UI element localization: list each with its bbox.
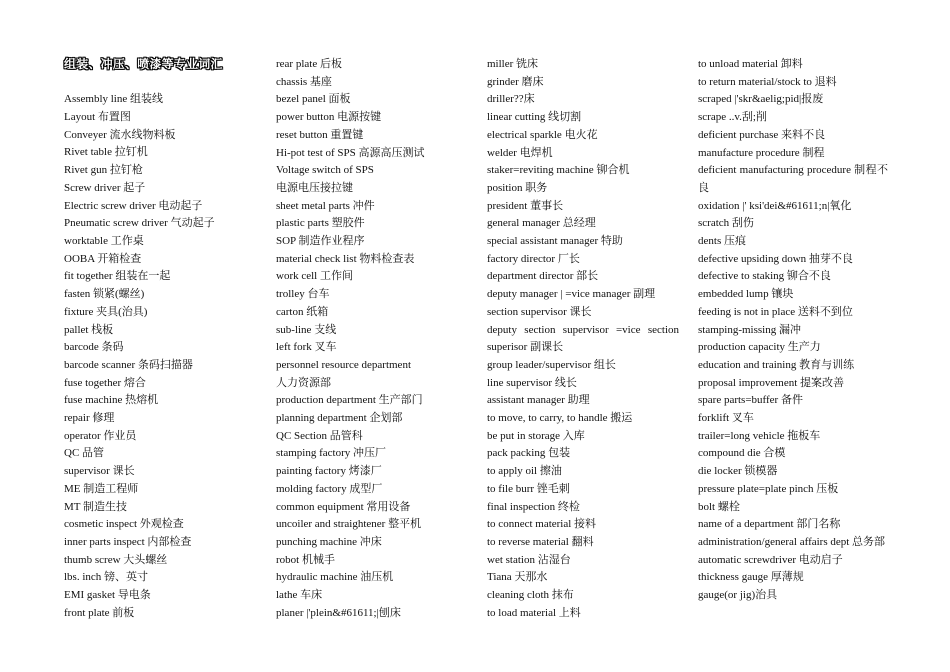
glossary-entry: planer |'plein&#61611;|刨床 <box>276 606 401 619</box>
title-spacer <box>64 74 256 92</box>
glossary-entry: staker=reviting machine 铆合机 <box>487 164 630 177</box>
glossary-entry: left fork 叉车 <box>276 341 337 354</box>
glossary-entry: Hi-pot test of SPS 高源高压测试 <box>276 146 425 159</box>
glossary-entry: production department 生产部门 <box>276 394 423 407</box>
glossary-entry: cosmetic inspect 外观检查 <box>64 518 184 531</box>
glossary-entry: defective upsiding down 抽芽不良 <box>698 252 853 265</box>
glossary-entry: hydraulic machine 油压机 <box>276 571 394 584</box>
glossary-entry: fuse together 熔合 <box>64 376 146 389</box>
glossary-entry: Tiana 天那水 <box>487 571 548 584</box>
glossary-entry: stamping factory 冲压厂 <box>276 447 386 460</box>
glossary-entry: scrape ..v.刮;削 <box>698 111 767 124</box>
glossary-entry: to file burr 锉毛刺 <box>487 482 570 495</box>
glossary-entry: molding factory 成型厂 <box>276 482 383 495</box>
column-3 <box>487 56 679 623</box>
glossary-entry: Conveyer 流水线物料板 <box>64 128 176 141</box>
glossary-entry: miller 铣床 <box>487 58 539 70</box>
glossary-entry: group leader/supervisor 组长 <box>487 358 616 371</box>
glossary-entry: fuse machine 热熔机 <box>64 394 159 407</box>
column-1 <box>64 56 256 622</box>
glossary-entry: Rivet table 拉钉机 <box>64 146 148 159</box>
glossary-entry: deputy manager | =vice manager 副理 <box>487 288 656 301</box>
glossary-entry: general manager 总经理 <box>487 217 596 230</box>
glossary-entry: SOP 制造作业程序 <box>276 235 365 248</box>
glossary-entry: assistant manager 助理 <box>487 394 590 407</box>
glossary-entry: gauge(or jig)治具 <box>698 589 778 602</box>
glossary-entry: stamping-missing 漏冲 <box>698 323 801 336</box>
glossary-entry: repair 修理 <box>64 412 115 425</box>
glossary-entry: automatic screwdriver 电动启子 <box>698 553 843 566</box>
glossary-entry: production capacity 生产力 <box>698 341 821 354</box>
glossary-entry: QC 品管 <box>64 447 105 460</box>
glossary-entry: Assembly line 组装线 <box>64 93 163 106</box>
glossary-entry: scraped |'skr&aelig;pid|报废 <box>698 93 824 106</box>
glossary-entry: wet station 沾湿台 <box>487 553 571 566</box>
glossary-entry: special assistant manager 特助 <box>487 235 623 248</box>
glossary-entry: fixture 夹具(治具) <box>64 305 148 318</box>
glossary-entry: Screw driver 起子 <box>64 181 146 194</box>
glossary-entry: operator 作业员 <box>64 429 137 442</box>
glossary-entry: line supervisor 线长 <box>487 376 577 389</box>
glossary-entry: to connect material 接料 <box>487 518 597 531</box>
column-4 <box>698 56 888 605</box>
glossary-entry: 电源电压接拉键 <box>276 181 353 194</box>
glossary-entry: trailer=long vehicle 拖板车 <box>698 429 821 442</box>
column-1-entries <box>64 91 256 622</box>
glossary-entry: sub-line 支线 <box>276 323 337 336</box>
glossary-entry: fit together 组装在一起 <box>64 270 171 283</box>
glossary-entry: deputy section supervisor =vice section superisor 副课长 <box>487 323 679 354</box>
glossary-entry: feeding is not in place 送料不到位 <box>698 305 853 318</box>
glossary-entry: dents 压痕 <box>698 235 746 248</box>
glossary-entry: scratch 刮伤 <box>698 217 754 230</box>
glossary-entry: driller??床 <box>487 93 535 106</box>
page-title: 组装、冲压、喷漆等专业词汇 <box>64 57 223 71</box>
glossary-entry: reset button 重置键 <box>276 128 364 141</box>
glossary-entry: supervisor 课长 <box>64 465 135 478</box>
glossary-entry: material check list 物料检查表 <box>276 252 415 265</box>
glossary-entry: uncoiler and straightener 整平机 <box>276 518 422 531</box>
glossary-entry: inner parts inspect 内部检查 <box>64 535 192 548</box>
glossary-entry: to reverse material 翻料 <box>487 535 594 548</box>
glossary-entry: QC Section 品管科 <box>276 429 363 442</box>
glossary-entry: pressure plate=plate pinch 压板 <box>698 482 839 495</box>
glossary-entry: to unload material 卸料 <box>698 58 803 70</box>
glossary-entry: thickness gauge 厚薄规 <box>698 571 804 584</box>
glossary-entry: deficient manufacturing procedure 制程不良 <box>698 164 888 194</box>
glossary-entry: factory director 厂长 <box>487 252 580 265</box>
glossary-entry: oxidation |' ksi'dei&#61611;n|氧化 <box>698 199 852 212</box>
glossary-entry: EMI gasket 导电条 <box>64 589 151 602</box>
glossary-entry: education and training 教育与训练 <box>698 358 855 371</box>
glossary-entry: section supervisor 课长 <box>487 305 592 318</box>
glossary-entry: Electric screw driver 电动起子 <box>64 199 203 212</box>
glossary-entry: planning department 企划部 <box>276 412 403 425</box>
glossary-entry: personnel resource department <box>276 358 411 371</box>
glossary-entry: lathe 车床 <box>276 589 323 602</box>
column-4-entries <box>698 56 888 605</box>
glossary-entry: plastic parts 塑胶件 <box>276 217 365 230</box>
glossary-entry: Rivet gun 拉钉枪 <box>64 164 143 177</box>
glossary-entry: spare parts=buffer 备件 <box>698 394 803 407</box>
glossary-entry: pallet 栈板 <box>64 323 114 336</box>
glossary-entry: president 董事长 <box>487 199 564 212</box>
glossary-entry: robot 机械手 <box>276 553 335 566</box>
glossary-entry: OOBA 开箱检查 <box>64 252 142 265</box>
glossary-entry: common equipment 常用设备 <box>276 500 411 513</box>
glossary-entry: pack packing 包装 <box>487 447 571 460</box>
glossary-entry: MT 制造生技 <box>64 500 128 513</box>
glossary-entry: thumb screw 大头螺丝 <box>64 553 168 566</box>
glossary-entry: ME 制造工程师 <box>64 482 139 495</box>
glossary-entry: Voltage switch of SPS <box>276 164 374 177</box>
glossary-entry: grinder 磨床 <box>487 75 544 88</box>
glossary-entry: department director 部长 <box>487 270 599 283</box>
glossary-entry: to move, to carry, to handle 搬运 <box>487 412 633 425</box>
glossary-entry: punching machine 冲床 <box>276 535 382 548</box>
glossary-entry: defective to staking 铆合不良 <box>698 270 831 283</box>
glossary-entry: work cell 工作间 <box>276 270 353 283</box>
glossary-entry: painting factory 烤漆厂 <box>276 465 382 478</box>
glossary-entry: to return material/stock to 退料 <box>698 75 837 88</box>
glossary-entry: worktable 工作桌 <box>64 235 144 247</box>
glossary-entry: name of a department 部门名称 <box>698 518 841 531</box>
glossary-entry: bolt 螺栓 <box>698 500 740 513</box>
glossary-entry: barcode 条码 <box>64 341 124 354</box>
glossary-entry: barcode scanner 条码扫描器 <box>64 358 193 371</box>
glossary-entry: position 职务 <box>487 181 548 194</box>
glossary-entry: to load material 上料 <box>487 606 581 619</box>
glossary-entry: fasten 锁紧(螺丝) <box>64 288 145 301</box>
glossary-entry: carton 纸箱 <box>276 305 329 318</box>
glossary-entry: electrical sparkle 电火花 <box>487 128 598 141</box>
glossary-entry: linear cutting 线切割 <box>487 111 582 124</box>
glossary-entry: sheet metal parts 冲件 <box>276 199 375 212</box>
glossary-entry: administration/general affairs dept 总务部 <box>698 535 886 548</box>
glossary-entry: be put in storage 入库 <box>487 429 585 442</box>
glossary-entry: front plate 前板 <box>64 606 135 619</box>
glossary-entry: power button 电源按键 <box>276 111 382 124</box>
glossary-entry: manufacture procedure 制程 <box>698 146 825 159</box>
column-2-entries <box>276 56 468 623</box>
glossary-entry: chassis 基座 <box>276 75 332 88</box>
glossary-entry: rear plate 后板 <box>276 58 342 70</box>
glossary-entry: Layout 布置图 <box>64 111 131 124</box>
glossary-entry: compound die 合模 <box>698 447 786 460</box>
column-3-entries <box>487 56 679 623</box>
glossary-entry: deficient purchase 来料不良 <box>698 128 826 141</box>
glossary-entry: Pneumatic screw driver 气动起子 <box>64 217 215 230</box>
glossary-entry: to apply oil 擦油 <box>487 465 562 478</box>
column-2 <box>276 56 468 623</box>
glossary-entry: die locker 锁模器 <box>698 465 778 478</box>
glossary-entry: welder 电焊机 <box>487 146 553 159</box>
glossary-entry: proposal improvement 提案改善 <box>698 376 845 389</box>
glossary-entry: final inspection 终检 <box>487 500 580 513</box>
glossary-entry: cleaning cloth 抹布 <box>487 589 574 602</box>
glossary-entry: bezel panel 面板 <box>276 93 351 106</box>
glossary-entry: trolley 台车 <box>276 288 330 301</box>
glossary-entry: 人力资源部 <box>276 376 331 389</box>
glossary-entry: lbs. inch 镑、英寸 <box>64 571 149 584</box>
glossary-entry: forklift 叉车 <box>698 412 754 425</box>
glossary-entry: embedded lump 镶块 <box>698 288 794 301</box>
